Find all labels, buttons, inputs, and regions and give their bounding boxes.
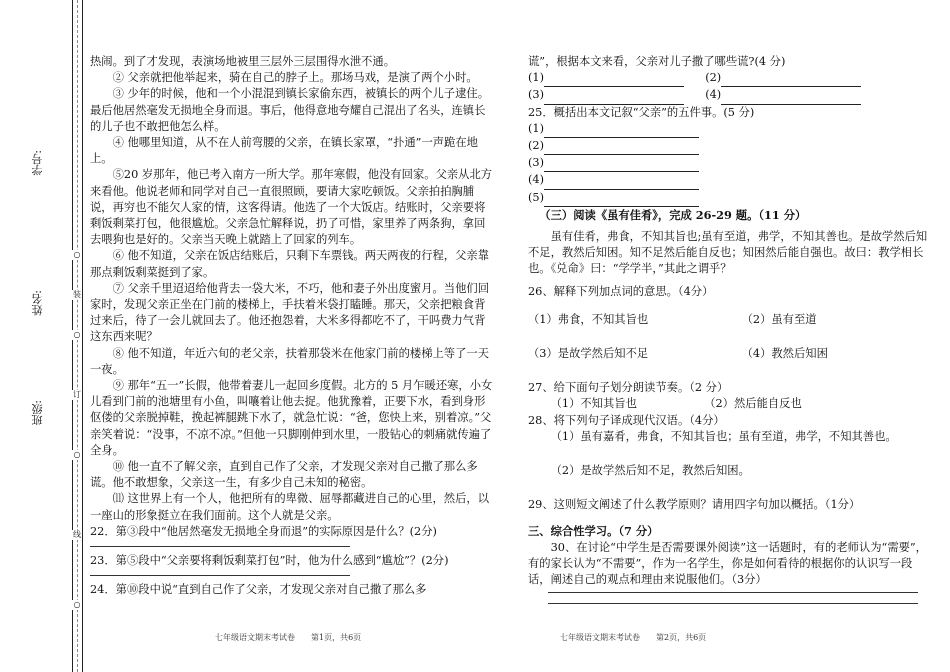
left-page: [90, 54, 494, 599]
answer-label: (3): [528, 88, 545, 102]
seal-char: 订: [73, 390, 81, 399]
class-field: 班级:: [31, 400, 44, 426]
story-paragraph: ⑥ 他不知道，父亲在饭店结账后，只剩下车票钱。两天两夜的行程，父亲靠那点剩饭剩菜挺到了家。: [90, 249, 489, 279]
story-paragraph: ② 父亲就把他举起来，骑在自己的脖子上。那场马戏，是演了两个小时。: [112, 71, 478, 85]
answer-blank[interactable]: [721, 70, 861, 87]
answer-blank[interactable]: [544, 70, 684, 87]
question-28: 28、将下列句子译成现代汉语。（4分）: [528, 413, 725, 427]
question-24: 24．第⑩段中说“直到自己作了父亲，才发现父亲对自己撒了那么多: [90, 583, 427, 597]
q26-item: （4）教然后知困: [741, 347, 828, 361]
answer-label: (2): [705, 71, 722, 85]
page-footer-left: 七年级语文期末考试卷 第1页，共6页: [215, 633, 362, 642]
answer-blank[interactable]: [544, 190, 699, 207]
student-id-field: 学号:: [31, 150, 44, 176]
answer-label: (5): [528, 190, 545, 204]
q26-item: （2）虽有至道: [741, 312, 817, 326]
q28-item-1: （1）虽有嘉肴，弗食，不知其旨也；虽有至道，弗学，不知其善也。: [550, 429, 897, 443]
answer-label: (1): [528, 121, 545, 135]
story-paragraph: ⑤20 岁那年，他已考入南方一所大学。那年寒假，他没有回家。父亲从北方来看他。他说老师和同学对自己一直很照顾，要请大家吃顿饭。父亲拍拍胸脯说，再穷也不能欠人家的情，这客得请。他选了一个大饭店。结账时，父亲要将剩饭剩菜打包，他很尴尬。父亲急忙解释说，扔了可惜，家里养了两条狗，拿回去喂狗也是好的。父亲当天晚上就踏上了回家的列车。: [90, 168, 493, 247]
seal-char: 装: [73, 290, 81, 299]
answer-line-30[interactable]: [548, 592, 918, 593]
binding-line: [82, 0, 83, 672]
seal-char: 线: [73, 530, 81, 539]
answer-blank[interactable]: [544, 121, 699, 138]
story-paragraph: 热闹。到了才发现，表演场地被里三层外三层围得水泄不通。: [90, 55, 396, 68]
q27-items-row: [528, 396, 928, 412]
q28-item-2: （2）是故学然后知不足，教然后知困。: [550, 464, 750, 478]
story-paragraph: ⑾ 这世界上有一个人，他把所有的卑微、屈辱都藏进自己的心里，然后，以一座山的形象挺立在我们面前。这个人就是父亲。: [90, 492, 489, 522]
answer-label: (4): [705, 88, 722, 102]
seal-mark: ○: [73, 330, 81, 339]
answer-line-30[interactable]: [548, 603, 918, 604]
answer-blank[interactable]: [544, 138, 699, 155]
seal-mark: ○: [73, 600, 81, 609]
question-25: 25．概括出本文记叙“父亲”的五件事。(5 分): [528, 105, 755, 119]
story-paragraph: ⑦ 父亲千里迢迢给他背去一袋大米，不巧，他和妻子外出度蜜月。当他们回家时，发现父亲正坐在门前的楼梯上，手扶着米袋打瞌睡。那天，父亲把粮食背过来后，待了一会儿就回去了。他还抱怨着，大米多得都吃不了，干吗费力气背这东西来呢？: [90, 281, 489, 344]
question-29: 29、这则短文阐述了什么教学原则？请用四字句加以概括。（1分）: [528, 498, 861, 512]
question-30: 30、在讨论“中学生是否需要课外阅读”这一话题时，有的老师认为“需要”，有的家长认为“不需要”，作为一名学生，你是如何看待的根据你的认识写一段话，阐述自己的观点和理由来说服他们。（3分）: [528, 540, 927, 587]
q26-items-row: [528, 312, 928, 328]
story-paragraph: ⑨ 那年“五一”长假，他带着妻儿一起回乡度假。北方的 5 月乍暖还寒，小女儿看到门前的池塘里有小鱼，叫嚷着让他去捉。他犹豫着，正要下水，看到身形伛偻的父亲脱掉鞋，挽起裤腿跳下水了，就急忙说：“爸，您快上来，别着凉。”父亲笑着说：“没事，不凉不凉。”但他一只脚刚伸到水里，一股钻心的刺痛就传遍了全身。: [90, 379, 493, 457]
q25-answer-row: [528, 121, 928, 138]
section-4-title: 三、综合性学习。（7 分）: [528, 524, 659, 539]
seal-mark: ○: [73, 250, 81, 259]
answer-blank[interactable]: [721, 87, 861, 104]
right-page: [528, 54, 928, 604]
story-paragraph: ⑧ 他不知道，年近六旬的老父亲，扶着那袋米在他家门前的楼梯上等了一天一夜。: [90, 346, 489, 376]
q25-answer-row: [528, 172, 928, 189]
q27-item: （1）不知其旨也: [550, 397, 637, 411]
question-22: 22．第③段中“他居然毫发无损地全身而退”的实际原因是什么？(2分): [90, 524, 437, 538]
answer-label: (3): [528, 156, 545, 170]
binding-margin: [0, 0, 88, 672]
student-name-field: 姓名:: [31, 290, 44, 316]
answer-label: (2): [528, 139, 545, 153]
q26-item: （3）是故学然后知不足: [528, 347, 649, 361]
answer-blank[interactable]: [544, 87, 684, 104]
q24-answer-row: [528, 70, 928, 87]
question-24-continued: 谎”，根据本文来看，父亲对儿子撒了哪些谎?(4 分): [528, 55, 786, 68]
question-26: 26、解释下列加点词的意思。（4分）: [528, 284, 714, 298]
answer-label: (1): [528, 71, 545, 85]
q26-items-row: [528, 346, 928, 362]
story-paragraph: ⑩ 他一直不了解父亲，直到自己作了父亲，才发现父亲对自己撒了那么多谎。他不敢想象，父亲这一生，有多少自己未知的秘密。: [90, 460, 478, 490]
question-23: 23．第⑤段中“父亲要将剩饭剩菜打包”时，他为什么感到“尴尬”？(2分): [90, 554, 449, 568]
answer-label: (4): [528, 173, 545, 187]
seal-mark: ○: [73, 450, 81, 459]
q25-answer-row: [528, 155, 928, 172]
story-paragraph: ③ 少年的时候，他和一个小混混到镇长家偷东西，被镇长的两个儿子逮住。最后他居然毫发无损地全身而退。事后，他得意地夸耀自己混出了名头，连镇长的儿子也不敢把他怎么样。: [90, 87, 489, 133]
page-footer-right: 七年级语文期末考试卷 第2页，共6页: [560, 633, 707, 642]
answer-blank[interactable]: [544, 155, 699, 172]
q26-item: （1）弗食，不知其旨也: [528, 312, 649, 326]
q25-answer-row: [528, 190, 928, 207]
section-3-title: （三）阅读《虽有佳肴》，完成 26-29 题。（11 分）: [539, 207, 807, 222]
q25-answer-row: [528, 138, 928, 155]
q27-item: （2）然后能自反也: [704, 397, 802, 411]
question-27: 27、给下面句子划分朗读节奏。（2 分）: [528, 381, 729, 395]
answer-blank[interactable]: [544, 172, 699, 189]
q24-answer-row: [528, 87, 928, 104]
story-paragraph: ④ 他哪里知道，从不在人前弯腰的父亲，在镇长家罩，“扑通”一声跪在地上。: [90, 136, 478, 166]
classical-passage: 虽有佳肴，弗食，不知其旨也;虽有至道，弗学，不知其善也。是故学然后知不足，教然后知困。知不足然后能自反也；知困然后能自强也。故曰：教学相长也。《兑命》曰：“学学半，”其此之谓乎？: [528, 230, 928, 276]
